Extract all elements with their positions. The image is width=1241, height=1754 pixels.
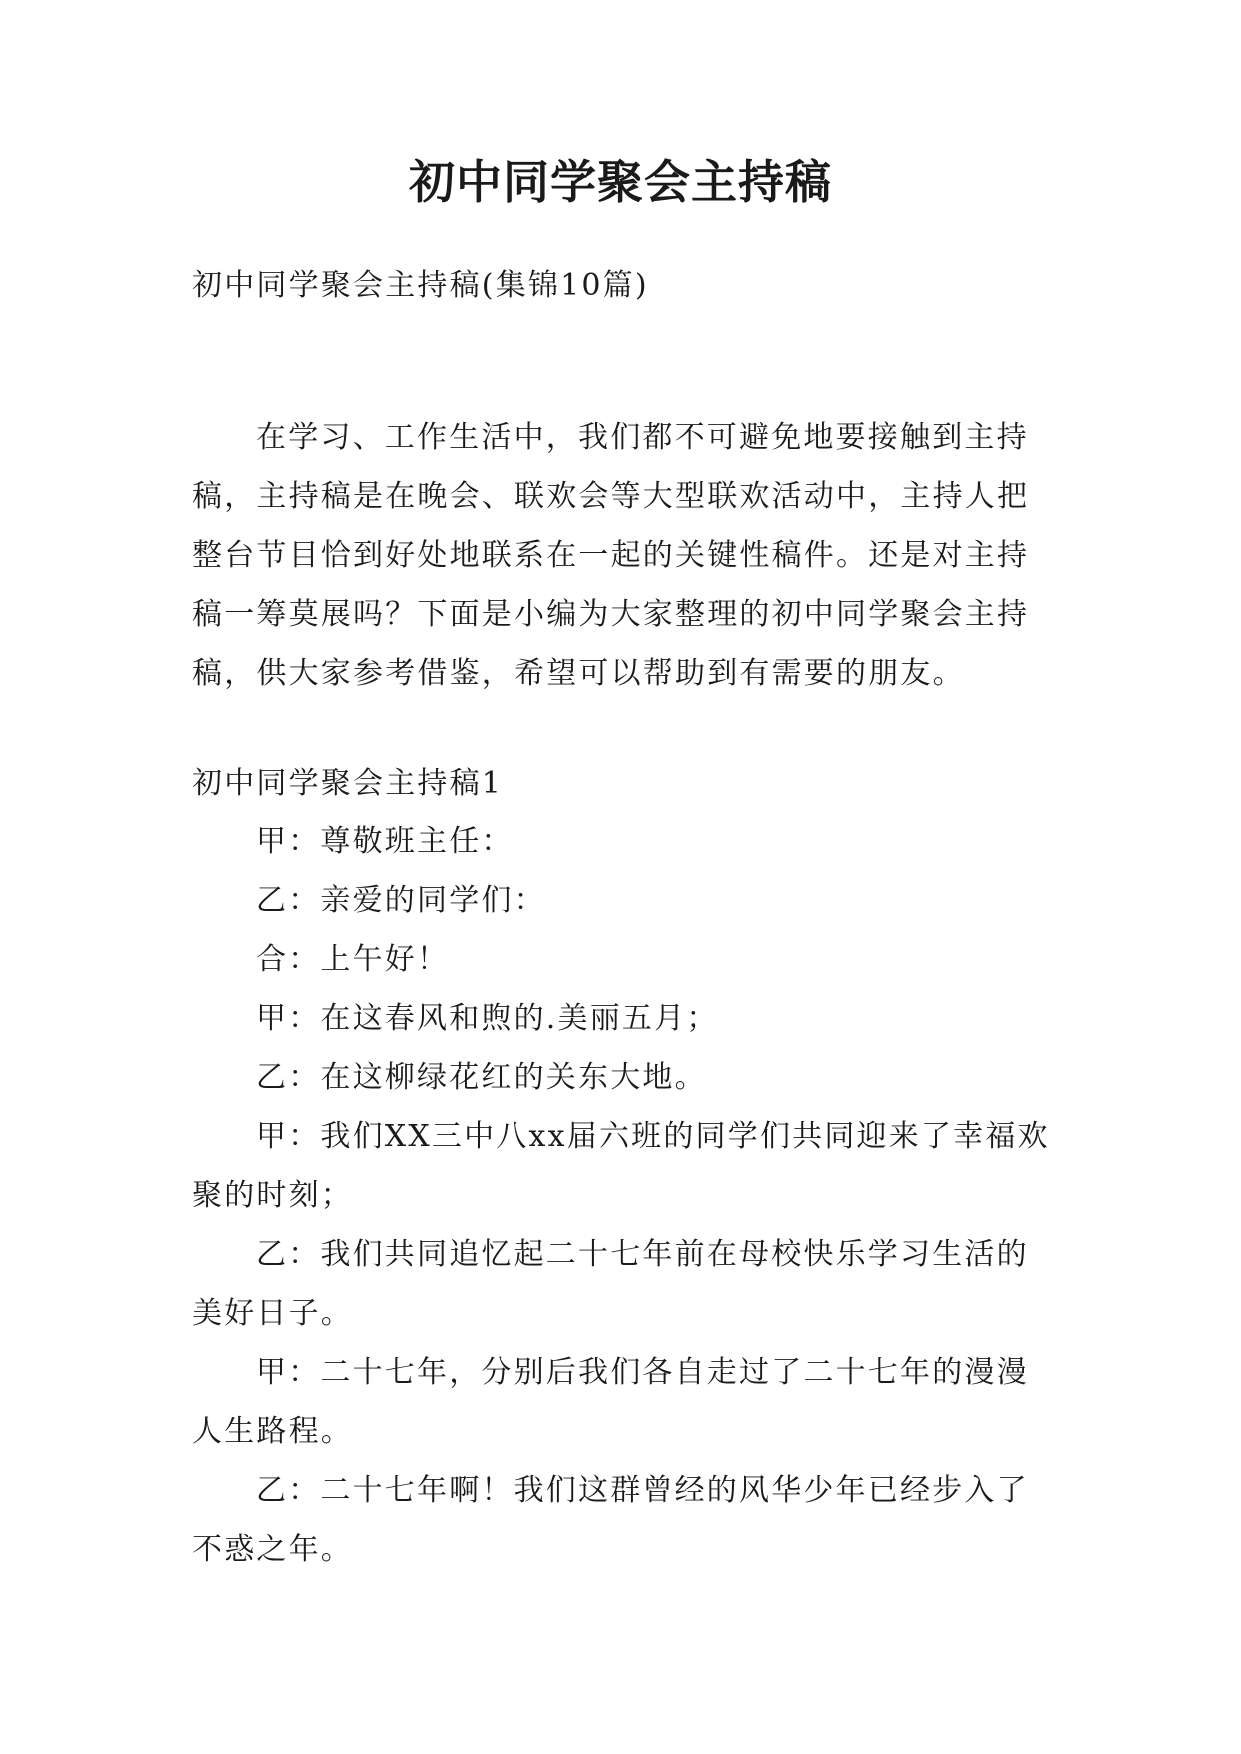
- dialogue-line: 合：上午好！: [256, 942, 450, 977]
- section-heading: 初中同学聚会主持稿1: [192, 766, 504, 801]
- dialogue-line: 乙：我们共同追忆起二十七年前在母校快乐学习生活的美好日子。: [192, 1237, 1029, 1331]
- document-title: 初中同学聚会主持稿: [409, 155, 832, 209]
- dialogue-line: 甲：在这春风和煦的.美丽五月；: [256, 1001, 719, 1036]
- dialogue-list: [192, 812, 1057, 1579]
- dialogue-line: 甲：尊敬班主任：: [256, 824, 514, 859]
- dialogue-line: 甲：我们XX三中八xx届六班的同学们共同迎来了幸福欢聚的时刻；: [192, 1119, 1050, 1213]
- document-subtitle: 初中同学聚会主持稿(集锦10篇): [192, 268, 649, 303]
- dialogue-line: 甲：二十七年，分别后我们各自走过了二十七年的漫漫人生路程。: [192, 1355, 1029, 1449]
- dialogue-line: 乙：二十七年啊！我们这群曾经的风华少年已经步入了不惑之年。: [192, 1473, 1029, 1567]
- dialogue-line: 乙：亲爱的同学们：: [256, 883, 546, 918]
- intro-paragraph: 在学习、工作生活中，我们都不可避免地要接触到主持稿，主持稿是在晚会、联欢会等大型联欢活动中，主持人把整台节目恰到好处地联系在一起的关键性稿件。还是对主持稿一筹莫展吗？下面是小编为大家整理的初中同学聚会主持稿，供大家参考借鉴，希望可以帮助到有需要的朋友。: [192, 420, 1030, 691]
- dialogue-line: 乙：在这柳绿花红的关东大地。: [256, 1060, 707, 1095]
